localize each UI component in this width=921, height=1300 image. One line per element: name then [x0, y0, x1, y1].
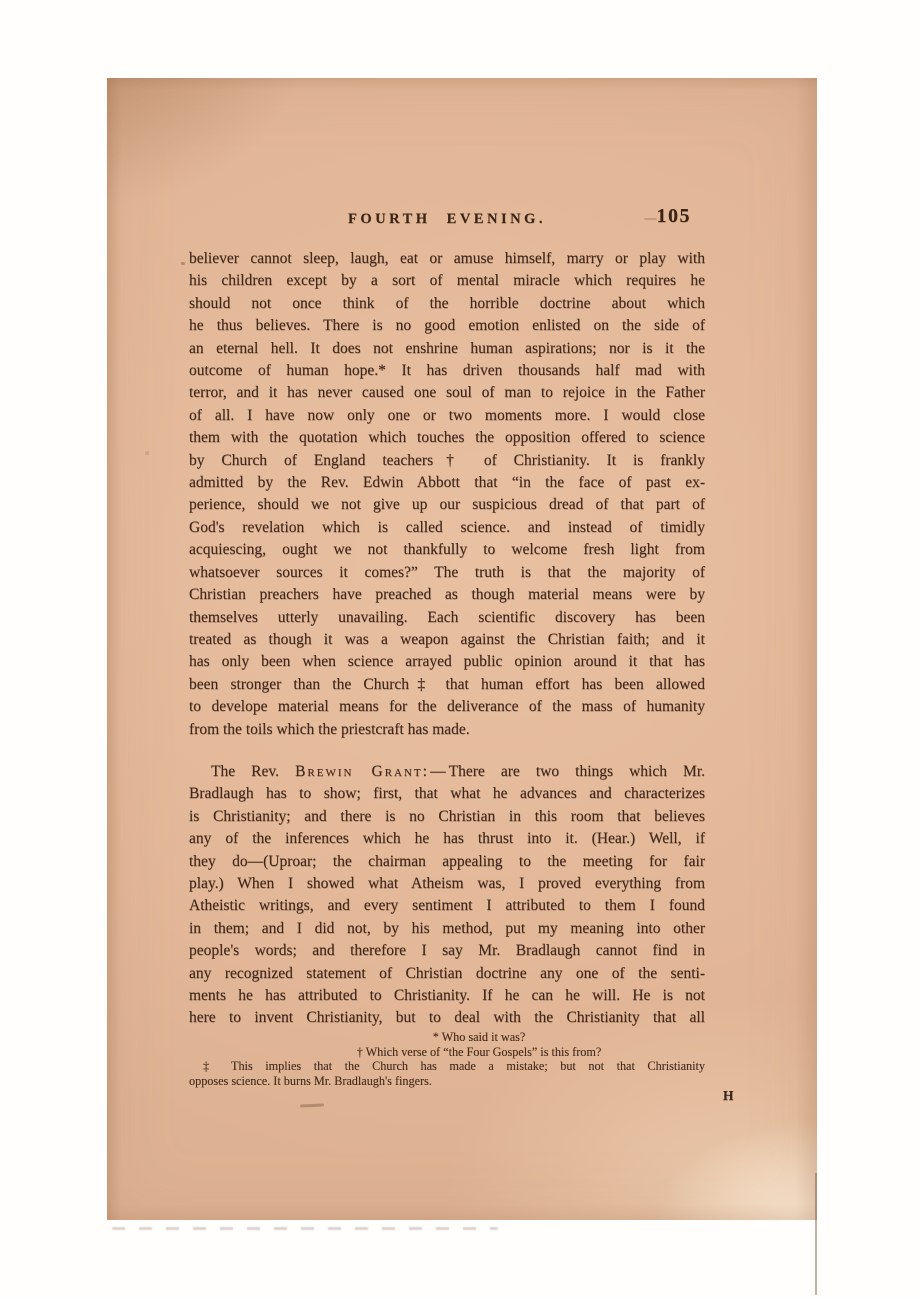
text-line: been stronger than the Church‡ that human effort has been allowed [189, 675, 705, 693]
text-line: believer cannot sleep, laugh, eat or amuse himself, marry or play with [189, 250, 705, 267]
footnote-double-dagger-continued: opposes science. It burns Mr. Bradlaugh's fingers. [189, 1073, 432, 1088]
text-line: has only been when science arrayed public opinion around it that has [189, 653, 705, 671]
text-line: of all. I have now only one or two moments more. I would close [189, 406, 705, 424]
text-line: an eternal hell. It does not enshrine human aspirations; nor is it the [189, 339, 705, 357]
text-line: here to invent Christianity, but to deal with the Christianity that all [189, 1009, 705, 1027]
text-line: in them; and I did not, by his method, put my meaning into other [189, 919, 705, 937]
text-line: any recognized statement of Christian doctrine any one of the senti- [189, 964, 705, 982]
paragraph-2-lines [189, 783, 705, 1029]
footnotes [189, 1030, 705, 1088]
paragraph-1 [189, 248, 705, 741]
text-line: Bradlaugh has to show; first, that what he advances and characterizes [189, 785, 705, 803]
text-line: whatsoever sources it comes?” The truth is that the majority of [189, 563, 705, 581]
text-line: Atheistic writings, and every sentiment I attributed to them I found [189, 897, 705, 915]
book-page [107, 78, 817, 1220]
text-line: they do—(Uproar; the chairman appealing to the meeting for fair [189, 852, 705, 870]
text-line: acquiescing, ought we not thankfully to welcome fresh light from [189, 541, 705, 559]
text-line: God's revelation which is called science. and instead of timidly [189, 518, 705, 536]
paragraph-2-opening-line [189, 761, 705, 783]
text-line: by Church of England teachers† of Christianity. It is frankly [189, 451, 705, 469]
print-artifact-dash-before-page-number [644, 218, 657, 220]
paragraph-2 [189, 761, 705, 1030]
text-line: from the toils which the priestcraft has made. [189, 720, 470, 738]
text-line: perience, should we not give up our suspicious dread of that part of [189, 496, 705, 514]
text-line: admitted by the Rev. Edwin Abbott that “in the face of past ex- [189, 474, 705, 492]
text-line: ments he has attributed to Christianity. If he can he will. He is not [189, 987, 705, 1004]
text-line: terror, and it has never caused one soul of man to rejoice in the Father [189, 384, 705, 402]
text-line: people's words; and therefore I say Mr. Bradlaugh cannot find in [189, 942, 705, 960]
print-artifact-dot-first-line [181, 262, 185, 265]
text-line: to develope material means for the deliverance of the mass of humanity [189, 698, 705, 716]
page-body [189, 248, 705, 1030]
text-line: should not once think of the horrible doctrine about which [189, 294, 705, 312]
text-line: them with the quotation which touches the opposition offered to science [189, 429, 705, 447]
page-edge-shadow-line [815, 1173, 817, 1295]
text-line: treated as though it was a weapon against the Christian faith; and it [189, 630, 705, 648]
text-line: any of the inferences which he has thrust into it. (Hear.) Well, if [189, 830, 705, 848]
print-artifact-dot-left-margin [145, 451, 149, 455]
speaker-name: Brewin Grant [295, 762, 423, 780]
running-title: FOURTH EVENING. [348, 211, 546, 227]
printer-signature-mark: H [723, 1088, 735, 1103]
speaker-opening-text: : — There are two things which Mr. [422, 762, 706, 780]
text-line: Christian preachers have preached as though material means were by [189, 586, 705, 604]
text-line: his children except by a sort of mental miracle which requires he [189, 272, 705, 290]
footnote-dagger: † Which verse of “the Four Gospels” is this from? [356, 1044, 602, 1059]
text-line: he thus believes. There is no good emotion enlisted on the side of [189, 317, 705, 335]
footnote-double-dagger: ‡ This implies that the Church has made a mistake; but not that Christianity [203, 1059, 705, 1073]
speaker-intro: The Rev. [211, 762, 296, 780]
text-line: play.) When I showed what Atheism was, I proved everything from [189, 874, 705, 892]
text-line: themselves utterly unavailing. Each scientific discovery has been [189, 608, 705, 626]
scan-smudge-below-page [112, 1227, 498, 1230]
page-number: 105 [656, 205, 691, 227]
text-line: is Christianity; and there is no Christian in this room that believes [189, 807, 705, 825]
footnote-asterisk: * Who said it was? [432, 1030, 526, 1044]
print-artifact-dash-below-footnotes [300, 1103, 324, 1107]
text-line: outcome of human hope.* It has driven thousands half mad with [189, 362, 705, 380]
